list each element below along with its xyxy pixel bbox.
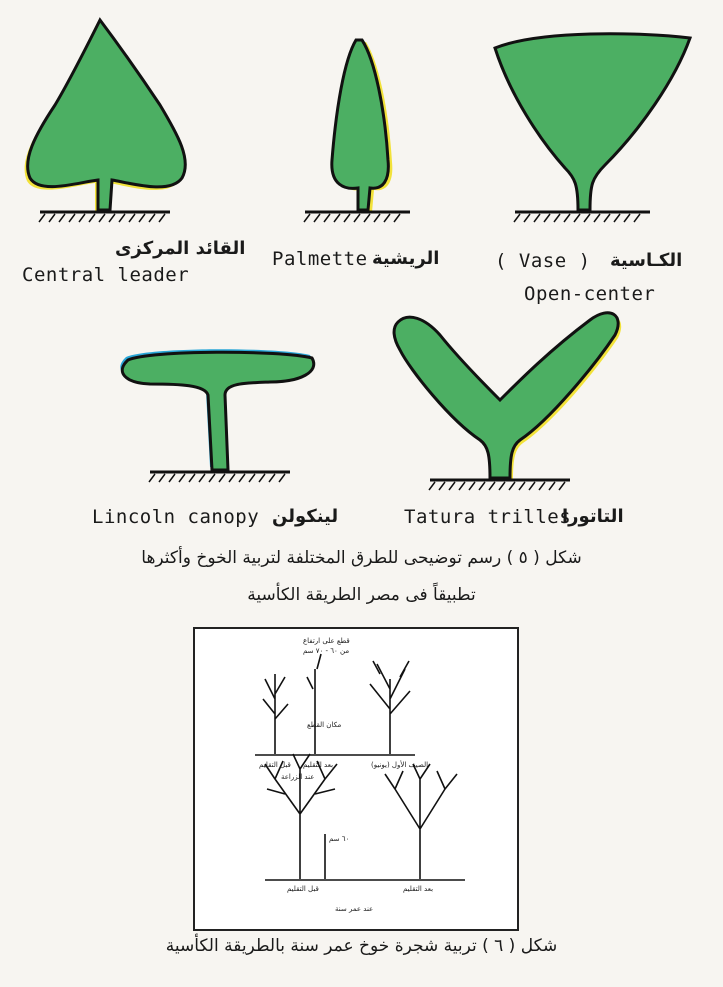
before-prune-label-1: قبل التقليم	[259, 761, 291, 769]
pruning-sketches	[195, 629, 517, 929]
summer-label: الصيف الأول (يونيو)	[371, 761, 429, 769]
cut-range-label: من ٦٠ - ٧٠ سم	[303, 647, 350, 655]
tatura-label-ar: التاتورا	[562, 506, 624, 527]
cut-height-label: قطع على ارتفاع	[303, 637, 350, 645]
figure-5-caption-line-1: شكل ( ٥ ) رسم توضيحى للطرق المختلفة لتربية الخوخ وأكثرها	[141, 548, 582, 568]
vase-tree	[495, 34, 690, 222]
figure-6-photo	[193, 627, 519, 931]
planting-time-label: عند الزراعة	[281, 773, 315, 781]
central-leader-tree	[25, 20, 186, 222]
height-mark-label: ٦٠ سم	[329, 835, 350, 843]
lincoln-canopy-tree	[120, 349, 313, 482]
after-prune-label-1: بعد التقليم	[303, 761, 334, 769]
vase-label-en-2: Open-center	[524, 283, 656, 305]
before-prune-label-2: قبل التقليم	[287, 885, 319, 893]
lincoln-label-en: Lincoln canopy	[92, 506, 260, 528]
palmette-tree	[304, 40, 410, 222]
one-year-label: عند عمر سنة	[335, 905, 374, 913]
tatura-label-en: Tatura trilles	[404, 506, 572, 528]
lincoln-label-ar: لينكولن	[272, 506, 339, 527]
tatura-trellis-tree	[394, 313, 621, 490]
vase-label-ar: الكـاسية	[610, 250, 683, 271]
central-leader-label-en: Central leader	[22, 264, 190, 286]
after-prune-label-2: بعد التقليم	[403, 885, 434, 893]
palmette-label-ar: الريشية	[372, 248, 440, 269]
vase-label-en: ( Vase )	[495, 250, 591, 272]
figure-6-caption: شكل ( ٦ ) تربية شجرة خوخ عمر سنة بالطريقة الكأسية	[165, 936, 558, 956]
central-leader-label-ar: القائد المركزى	[115, 238, 246, 259]
figure-5-caption-line-2: تطبيقاً فى مصر الطريقة الكأسية	[247, 585, 476, 605]
cut-place-label: مكان القطع	[307, 721, 342, 729]
palmette-label-en: Palmette	[272, 248, 368, 270]
